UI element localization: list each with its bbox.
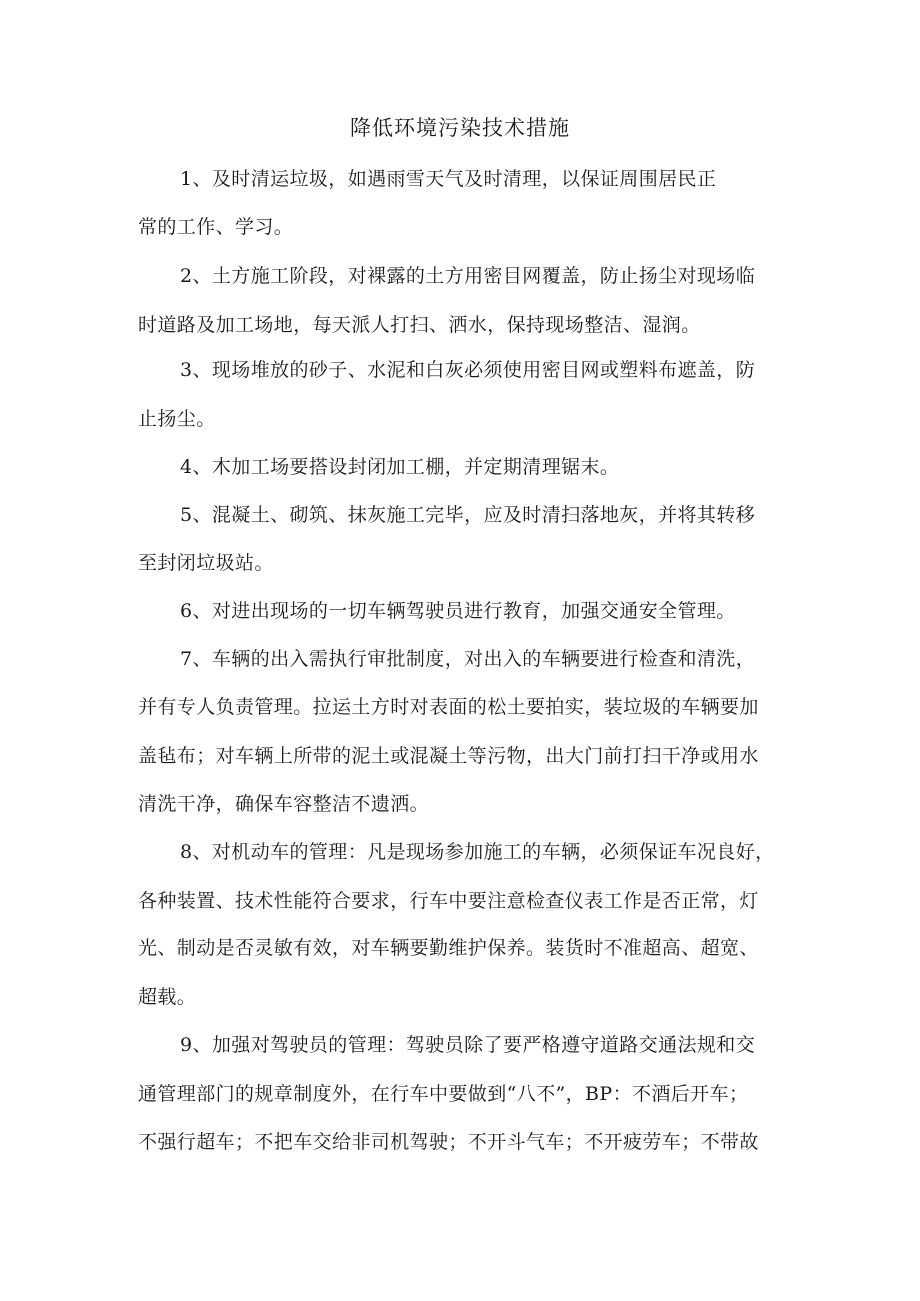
document-title: 降低环境污染技术措施	[350, 116, 570, 140]
paragraph-1-line-2: 常的工作、学习。	[138, 216, 294, 238]
paragraph-3-line-2: 止扬尘。	[138, 408, 216, 430]
paragraph-7-line-3: 盖毡布；对车辆上所带的泥土或混凝土等污物，出大门前打扫干净或用水	[138, 745, 759, 767]
paragraph-7-line-2: 并有专人负责管理。拉运土方时对表面的松土要拍实，装垃圾的车辆要加	[138, 696, 759, 718]
paragraph-1-line-1: 1、及时清运垃圾，如遇雨雪天气及时清理，以保证周围居民正	[180, 168, 717, 190]
paragraph-2-line-1: 2、土方施工阶段，对裸露的土方用密目网覆盖，防止扬尘对现场临	[180, 265, 756, 287]
paragraph-4-line-1: 4、木加工场要搭设封闭加工棚，并定期清理锯末。	[180, 456, 620, 478]
paragraph-8-line-2: 各种装置、技术性能符合要求，行车中要注意检查仪表工作是否正常，灯	[138, 890, 759, 912]
paragraph-8-line-1: 8、对机动车的管理：凡是现场参加施工的车辆，必须保证车况良好，	[180, 841, 775, 863]
paragraph-2-line-2: 时道路及加工场地，每天派人打扫、洒水，保持现场整洁、湿润。	[138, 314, 701, 336]
paragraph-6-line-1: 6、对进出现场的一切车辆驾驶员进行教育，加强交通安全管理。	[180, 600, 736, 622]
paragraph-7-line-1: 7、车辆的出入需执行审批制度，对出入的车辆要进行检查和清洗，	[180, 648, 756, 670]
paragraph-9-line-2: 通管理部门的规章制度外，在行车中要做到“八不”，BP：不酒后开车；	[138, 1083, 749, 1105]
paragraph-3-line-1: 3、现场堆放的砂子、水泥和白灰必须使用密目网或塑料布遮盖，防	[180, 359, 756, 381]
paragraph-5-line-2: 至封闭垃圾站。	[138, 552, 274, 574]
paragraph-7-line-4: 清洗干净，确保车容整洁不遗洒。	[138, 793, 430, 815]
paragraph-8-line-3: 光、制动是否灵敏有效，对车辆要勤维护保养。装货时不准超高、超宽、	[138, 937, 759, 959]
paragraph-5-line-1: 5、混凝土、砌筑、抹灰施工完毕，应及时清扫落地灰，并将其转移	[180, 504, 756, 526]
paragraph-9-line-1: 9、加强对驾驶员的管理：驾驶员除了要严格遵守道路交通法规和交	[180, 1034, 756, 1056]
paragraph-9-line-3: 不强行超车；不把车交给非司机驾驶；不开斗气车；不开疲劳车；不带故	[138, 1131, 759, 1153]
paragraph-8-line-4: 超载。	[138, 986, 197, 1008]
